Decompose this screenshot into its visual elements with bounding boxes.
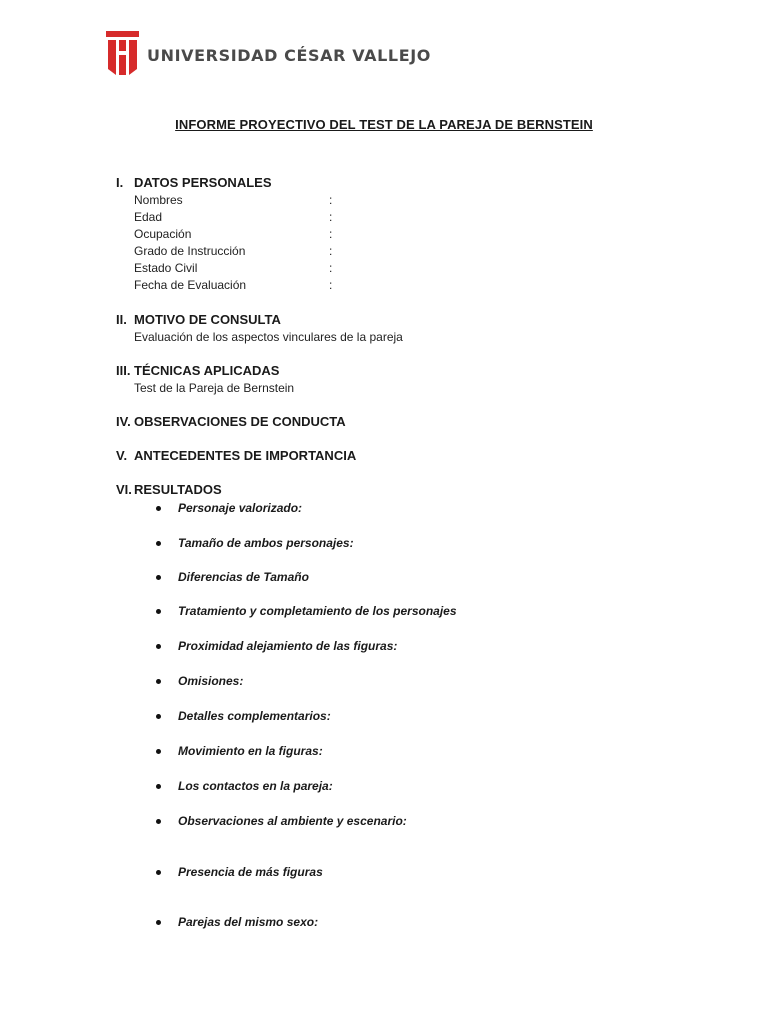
bullet-icon	[156, 819, 161, 824]
result-item	[156, 865, 323, 879]
bullet-icon	[156, 920, 161, 925]
result-item	[156, 709, 331, 723]
field-colon: :	[329, 244, 333, 258]
field-colon: :	[329, 261, 333, 275]
result-label: Tratamiento y completamiento de los personajes	[178, 604, 457, 618]
result-label: Diferencias de Tamaño	[178, 570, 309, 584]
university-logo	[106, 31, 431, 75]
section-text: Test de la Pareja de Bernstein	[134, 381, 295, 395]
bullet-icon	[156, 609, 161, 614]
section-observaciones-conducta	[116, 414, 346, 429]
bullet-icon	[156, 870, 161, 875]
result-label: Los contactos en la pareja:	[178, 779, 333, 793]
bullet-icon	[156, 784, 161, 789]
bullet-icon	[156, 575, 161, 580]
section-datos-personales	[116, 175, 271, 190]
bullet-icon	[156, 644, 161, 649]
result-item	[156, 536, 354, 550]
result-item	[156, 674, 243, 688]
result-label: Omisiones:	[178, 674, 244, 688]
section-number: VI.	[116, 482, 132, 497]
section-title: ANTECEDENTES DE IMPORTANCIA	[134, 448, 357, 463]
section-title: TÉCNICAS APLICADAS	[134, 363, 280, 378]
field-colon: :	[329, 227, 333, 241]
section-resultados	[116, 482, 222, 497]
result-label: Detalles complementarios:	[178, 709, 331, 723]
result-item	[156, 814, 407, 828]
bullet-icon	[156, 749, 161, 754]
result-item	[156, 915, 318, 929]
result-label: Parejas del mismo sexo:	[178, 915, 319, 929]
field-label: Estado Civil	[134, 261, 198, 275]
field-edad	[134, 210, 354, 224]
section-text: Evaluación de los aspectos vinculares de la pareja	[134, 330, 403, 344]
field-label: Fecha de Evaluación	[134, 278, 247, 292]
field-colon: :	[329, 278, 333, 292]
section-number: II.	[116, 312, 127, 327]
section-antecedentes	[116, 448, 356, 463]
result-item	[156, 570, 309, 584]
field-fecha-evaluacion	[134, 278, 354, 292]
field-nombres	[134, 193, 354, 207]
section-number: III.	[116, 363, 131, 378]
field-grado-instruccion	[134, 244, 354, 258]
bullet-icon	[156, 679, 161, 684]
bullet-icon	[156, 541, 161, 546]
field-label: Edad	[134, 210, 163, 224]
section-number: I.	[116, 175, 124, 190]
field-label: Ocupación	[134, 227, 192, 241]
field-estado-civil	[134, 261, 354, 275]
section-tecnicas-aplicadas	[116, 363, 279, 378]
bullet-icon	[156, 714, 161, 719]
result-item	[156, 501, 302, 515]
section-number: V.	[116, 448, 128, 463]
result-item	[156, 779, 333, 793]
bullet-icon	[156, 506, 161, 511]
university-crest-icon	[106, 31, 139, 75]
result-label: Presencia de más figuras	[178, 865, 323, 879]
document-title: INFORME PROYECTIVO DEL TEST DE LA PAREJA DE BERNSTEIN	[175, 117, 593, 132]
result-label: Personaje valorizado:	[178, 501, 303, 515]
section-number: IV.	[116, 414, 131, 429]
result-item	[156, 604, 457, 618]
result-label: Proximidad alejamiento de las figuras:	[178, 639, 398, 653]
logo-text: UNIVERSIDAD CÉSAR VALLEJO	[147, 45, 431, 65]
result-item	[156, 639, 397, 653]
result-label: Tamaño de ambos personajes:	[178, 536, 354, 550]
field-colon: :	[329, 193, 333, 207]
result-item	[156, 744, 323, 758]
result-label: Movimiento en la figuras:	[178, 744, 323, 758]
section-title: OBSERVACIONES DE CONDUCTA	[134, 414, 346, 429]
field-label: Grado de Instrucción	[134, 244, 246, 258]
section-title: DATOS PERSONALES	[134, 175, 272, 190]
result-label: Observaciones al ambiente y escenario:	[178, 814, 407, 828]
field-label: Nombres	[134, 193, 183, 207]
section-title: RESULTADOS	[134, 482, 222, 497]
field-colon: :	[329, 210, 333, 224]
field-ocupacion	[134, 227, 354, 241]
section-motivo-consulta	[116, 312, 281, 327]
section-title: MOTIVO DE CONSULTA	[134, 312, 281, 327]
